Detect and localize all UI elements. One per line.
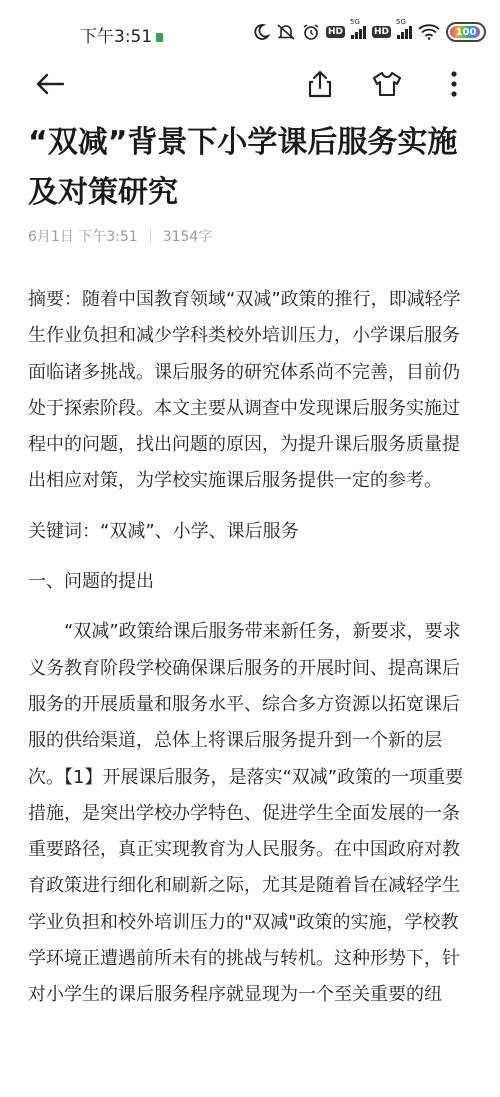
signal-icon-2: 5G [397, 25, 412, 39]
back-arrow-icon[interactable] [32, 66, 68, 102]
status-bar [0, 0, 500, 66]
mute-bell-icon [276, 23, 296, 41]
section-heading: 一、问题的提出 [28, 571, 154, 593]
notification-dot-icon [156, 33, 163, 42]
hd-badge-2: HD [373, 27, 389, 37]
alarm-icon [302, 23, 320, 41]
tshirt-icon[interactable] [369, 66, 405, 102]
more-vertical-icon[interactable] [436, 66, 472, 102]
word-count: 3154字 [162, 229, 213, 245]
article-date: 6月1日 下午3:51 [28, 229, 138, 245]
hd-badge: HD [327, 27, 343, 37]
status-time: 下午3:51 [80, 22, 163, 47]
signal-icon: 5G [351, 25, 366, 39]
meta-divider [150, 229, 151, 243]
wifi-icon [418, 24, 440, 40]
moon-icon [252, 23, 270, 41]
article-title: “双减”背景下小学课后服务实施及对策研究 [28, 125, 458, 210]
article-body [28, 282, 476, 1014]
body-paragraph: “双减”政策给课后服务带来新任务，新要求，要求义务教育阶段学校确保课后服务的开展时间、提高课后服务的开展质量和服务水平、综合多方资源以拓宽课后服的供给渠道，总体上将课后服务提升到一个新的层次。【1】开展课后服务，是落实“双减”政策的一项重要措施，是突出学校办学特色、促进学生全面发展的一条重要路径，真正实现教育为人民服务。在中国政府对教育政策进行细化和刷新之际，尤其是随着旨在减轻学生学业负担和校外培训压力的"双减"政策的实施，学校教学环境正遭遇前所未有的挑战与转机。这种形势下，针对小学生的课后服务程序就显现为一个至关重要的纽 [28, 621, 464, 1006]
status-icons [252, 20, 486, 44]
abstract-paragraph: 摘要：随着中国教育领域“双减”政策的推行，即减轻学生作业负担和减少学科类校外培训压力，小学课后服务面临诸多挑战。课后服务的研究体系尚不完善，目前仍处于探索阶段。本文主要从调查中发现课后服务实施过程中的问题，找出问题的原因，为提升课后服务质量提出相应对策，为学校实施课后服务提供一定的参考。 [28, 289, 461, 492]
share-icon[interactable] [302, 66, 338, 102]
keywords-paragraph: 关键词：“双减”、小学、课后服务 [28, 520, 299, 542]
battery-icon: 100 [446, 22, 486, 42]
toolbar [0, 66, 500, 102]
article-meta [28, 226, 212, 246]
